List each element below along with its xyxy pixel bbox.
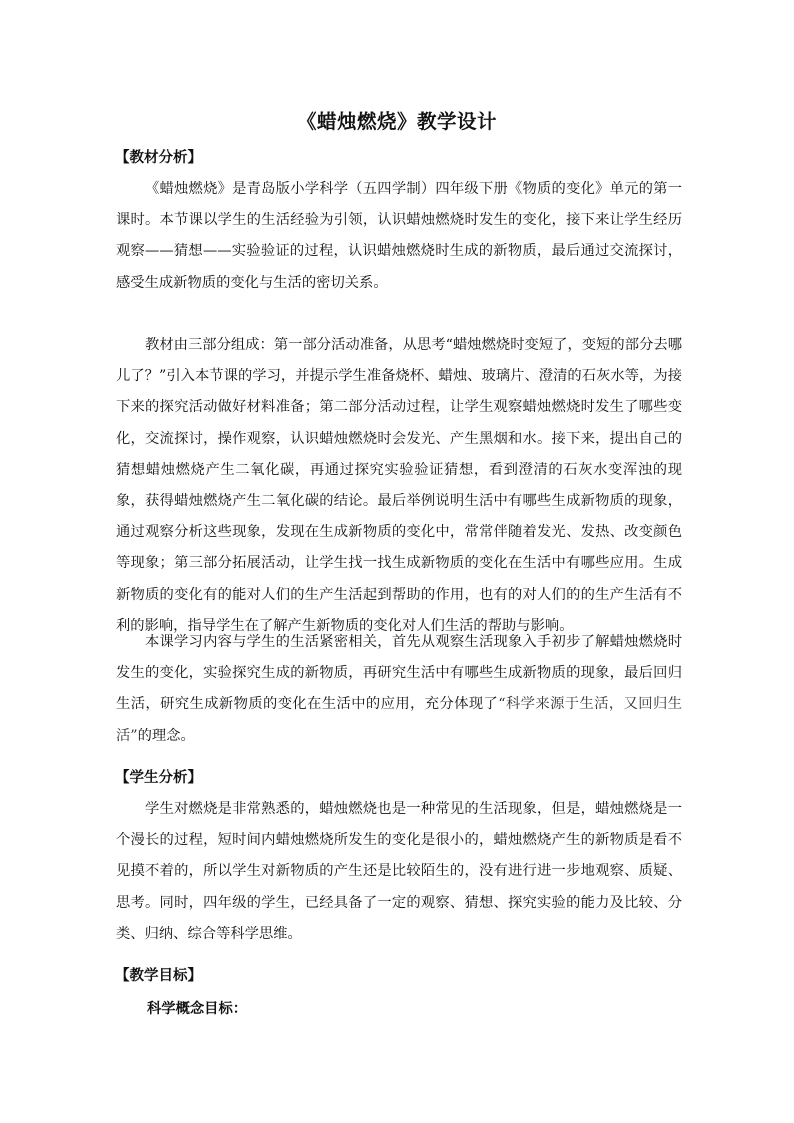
paragraph-material-3-text: 本课学习内容与学生的生活紧密相关，首先从观察生活现象入手初步了解蜡烛燃烧时发生的变化，实验探究生成的新物质，再研究生活中有哪些生成新物质的现象，最后回归生活，研究生成新物质的变化在生活中的应用，充分体现了 xyxy=(116,634,682,713)
section-heading-teaching-goals: 【教学目标】 xyxy=(115,967,202,984)
paragraph-material-3 xyxy=(116,627,682,752)
paragraph-material-3-end: 的理念。 xyxy=(137,727,195,744)
paragraph-student-analysis: 学生对燃烧是非常熟悉的，蜡烛燃烧也是一种常见的生活现象，但是，蜡烛燃烧是一个漫长的过程，短时间内蜡烛燃烧所发生的变化是很小的，蜡烛燃烧产生的新物质是看不见摸不着的，所以学生对新物质的产生还是比较陌生的，没有进行进一步地观察、质疑、思考。同时，四年级的学生，已经具备了一定的观察、猜想、探究实验的能力及比较、分类、归纳、综合等科学思维。 xyxy=(116,801,682,942)
paragraph-material-1: 《蜡烛燃烧》是青岛版小学科学（五四学制）四年级下册《物质的变化》单元的第一课时。本节课以学生的生活经验为引领，认识蜡烛燃烧时发生的变化，接下来让学生经历观察——猜想——实验验证的过程，认识蜡烛燃烧时生成的新物质，最后通过交流探讨，感受生成新物质的变化与生活的密切关系。 xyxy=(116,181,682,291)
document-title: 《蜡烛燃烧》教学设计 xyxy=(296,110,497,133)
section-heading-student-analysis: 【学生分析】 xyxy=(115,769,202,786)
paragraph-material-3-quote: “科学来源于生活，又回归生活” xyxy=(116,696,683,744)
subheading-science-concept-goals: 科学概念目标： xyxy=(147,1001,248,1017)
paragraph-material-2: 教材由三部分组成：第一部分活动准备，从思考“蜡烛燃烧时变短了，变短的部分去哪儿了？”引入本节课的学习，并提示学生准备烧杯、蜡烛、玻璃片、澄清的石灰水等，为接下来的探究活动做好材料准备；第二部分活动过程，让学生观察蜡烛燃烧时发生了哪些变化，交流探讨，操作观察，认识蜡烛燃烧时会发光、产生黑烟和水。接下来，提出自己的猜想蜡烛燃烧产生二氧化碳，再通过探究实验验证猜想，看到澄清的石灰水变浑浊的现象，获得蜡烛燃烧产生二氧化碳的结论。最后举例说明生活中有哪些生成新物质的现象，通过观察分析这些现象，发现在生成新物质的变化中，常常伴随着发光、发热、改变颜色等现象；第三部分拓展活动，让学生找一找生成新物质的变化在生活中有哪些应用。生成新物质的变化有的能对人们的生产生活起到帮助的作用，也有的对人们的的生产生活有不利的影响，指导学生在了解产生新物质的变化对人们生活的帮助与影响。 xyxy=(116,337,682,634)
section-heading-material-analysis: 【教材分析】 xyxy=(115,149,202,166)
